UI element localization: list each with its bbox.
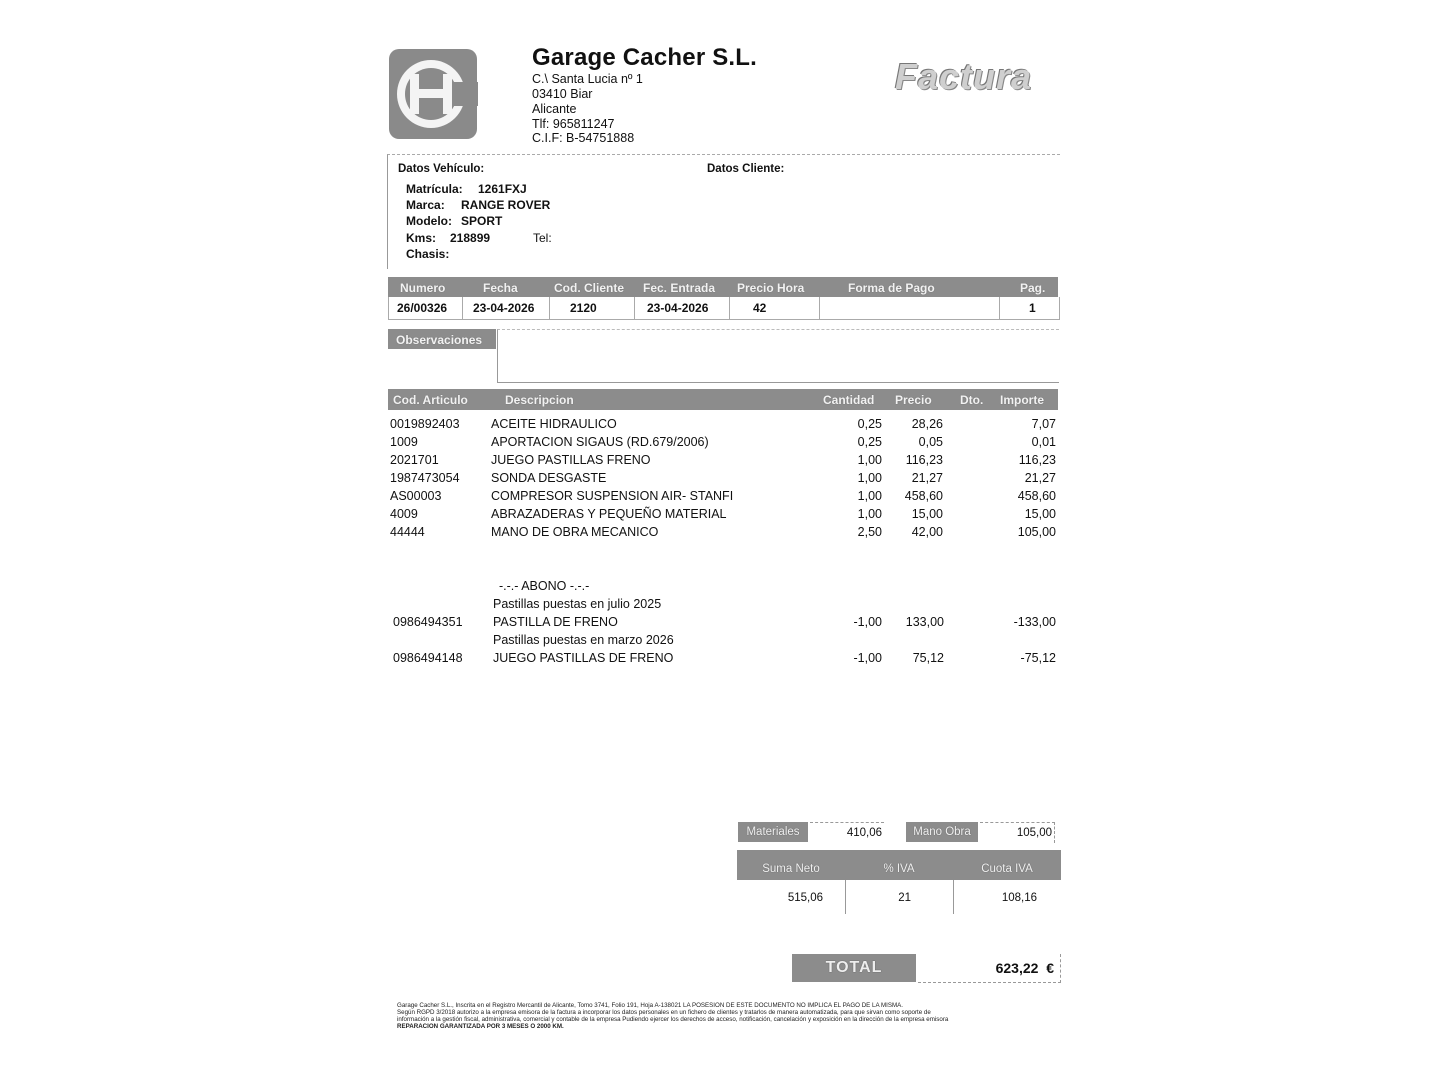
item-price: 0,05	[918, 435, 943, 449]
invoice-info-header	[388, 277, 1058, 297]
header-numero: Numero	[400, 281, 446, 295]
item-code: 44444	[390, 525, 425, 539]
net-sum-value: 515,06	[787, 892, 823, 904]
item-amount: 15,00	[1024, 507, 1056, 521]
item-desc: JUEGO PASTILLAS FRENO	[491, 453, 651, 467]
abono-note-row	[388, 633, 1058, 651]
item-qty: 1,00	[857, 453, 882, 467]
plate-value: 1261FXJ	[478, 182, 527, 196]
kms-value: 218899	[450, 231, 491, 245]
invoice-number: 26/00326	[397, 301, 448, 315]
item-price: 15,00	[911, 507, 943, 521]
item-qty: 1,00	[857, 471, 882, 485]
table-row	[388, 435, 1058, 453]
col-desc: Descripcion	[505, 393, 574, 407]
labor-value: 105,00	[980, 822, 1055, 843]
brand-label: Marca:	[406, 198, 445, 212]
item-price: 42,00	[911, 525, 943, 539]
item-code: 0986494351	[393, 615, 463, 629]
item-amount: 105,00	[1017, 525, 1056, 539]
invoice-date: 23-04-2026	[473, 301, 535, 315]
item-price: 75,12	[912, 651, 944, 665]
materials-label: Materiales	[738, 822, 808, 842]
item-desc: APORTACION SIGAUS (RD.679/2006)	[491, 435, 709, 449]
item-price: 133,00	[905, 615, 944, 629]
observations-label	[388, 329, 496, 349]
col-amount: Importe	[1000, 393, 1045, 407]
header-cod-cliente: Cod. Cliente	[554, 281, 625, 295]
labor-label: Mano Obra	[906, 822, 978, 842]
vat-amount-label: Cuota IVA	[981, 863, 1033, 875]
entry-date: 23-04-2026	[647, 301, 709, 315]
item-desc: SONDA DESGASTE	[491, 471, 607, 485]
item-code: 1009	[390, 435, 418, 449]
item-amount: 0,01	[1031, 435, 1056, 449]
item-qty: -1,00	[853, 651, 882, 665]
total-label: TOTAL	[792, 954, 916, 982]
footer-line: Garage Cacher S.L., Inscrita en el Registro Mercantil de Alicante, Tomo 3741, Folio 191, Hoja A-138021 LA POSESION DE ESTE DOCUMENTO NO IMPLICA EL PAGO DE LA MISMA.	[397, 1002, 903, 1009]
page-number: 1	[1029, 301, 1036, 315]
item-desc: ACEITE HIDRAULICO	[491, 417, 617, 431]
item-qty: 0,25	[857, 417, 882, 431]
client-section-title: Datos Cliente:	[707, 163, 785, 175]
vat-amount-value: 108,16	[1001, 892, 1037, 904]
footer-line: REPARACION GARANTIZADA POR 3 MESES O 2000 KM.	[397, 1023, 564, 1030]
abono-title-row	[388, 579, 1058, 597]
abono-note: Pastillas puestas en marzo 2026	[493, 633, 674, 647]
vat-percent-label: % IVA	[883, 863, 915, 875]
table-row	[388, 507, 1058, 525]
item-price: 21,27	[911, 471, 943, 485]
abono-title: -.-.- ABONO -.-.-	[499, 579, 590, 593]
item-qty: 2,50	[857, 525, 882, 539]
brand-value: RANGE ROVER	[461, 198, 551, 212]
vat-percent-value: 21	[898, 892, 911, 904]
item-desc: ABRAZADERAS Y PEQUEÑO MATERIAL	[491, 507, 727, 521]
table-row	[388, 525, 1058, 543]
observations-label-text: Observaciones	[396, 333, 483, 347]
col-dto: Dto.	[960, 393, 984, 407]
item-amount: -75,12	[1020, 651, 1056, 665]
total-value	[918, 954, 1061, 983]
header-pag: Pag.	[1020, 281, 1046, 295]
item-amount: 458,60	[1017, 489, 1056, 503]
item-code: 2021701	[390, 453, 439, 467]
item-amount: -133,00	[1013, 615, 1056, 629]
item-qty: 1,00	[857, 489, 882, 503]
item-amount: 116,23	[1018, 453, 1056, 467]
footer-line: información a la gestión fiscal, administrativa, comercial y contable de la empresa Pudiendo ejercer los derechos de acceso, notificación, cancelación y exposición en la dirección de la empresa emisora	[397, 1016, 949, 1023]
materials-value: 410,06	[810, 822, 884, 843]
company-logo	[388, 48, 478, 140]
footer-line: Según RGPD 3/2018 autorizo a la empresa emisora de la factura a incorporar los datos personales en un fichero de clientes y tratarlos de manera automatizada, para que sirvan como soporte de	[397, 1009, 931, 1016]
item-amount: 7,07	[1031, 417, 1056, 431]
client-code: 2120	[570, 301, 597, 315]
item-amount: 21,27	[1024, 471, 1056, 485]
table-row	[388, 651, 1058, 669]
item-code: AS00003	[390, 489, 442, 503]
company-city: Alicante	[532, 102, 577, 116]
table-row	[388, 615, 1058, 633]
hour-price: 42	[753, 301, 767, 315]
item-price: 116,23	[905, 453, 943, 467]
company-phone: Tlf: 965811247	[532, 117, 615, 131]
item-price: 28,26	[911, 417, 943, 431]
company-name: Garage Cacher S.L.	[532, 44, 758, 71]
item-qty: -1,00	[853, 615, 882, 629]
company-postcode: 03410 Biar	[532, 87, 593, 101]
vehicle-section-title: Datos Vehículo:	[398, 163, 485, 175]
col-price: Precio	[895, 393, 932, 407]
table-row	[388, 453, 1058, 471]
legal-footer	[397, 1002, 1097, 1030]
observations-box	[497, 329, 1059, 383]
item-desc: COMPRESOR SUSPENSION AIR- STANFI	[491, 489, 734, 503]
item-qty: 1,00	[857, 507, 882, 521]
item-code: 0986494148	[393, 651, 463, 665]
table-row	[388, 417, 1058, 435]
abono-note: Pastillas puestas en julio 2025	[493, 597, 662, 611]
item-desc: JUEGO PASTILLAS DE FRENO	[493, 651, 674, 665]
document-title: Factura	[895, 56, 1033, 97]
abono-note-row	[388, 597, 1058, 615]
kms-label: Kms:	[406, 231, 437, 245]
item-code: 0019892403	[390, 417, 460, 431]
invoice-info-values	[388, 297, 1060, 320]
item-code: 4009	[390, 507, 418, 521]
header-fec-entrada: Fec. Entrada	[643, 281, 716, 295]
item-price: 458,60	[904, 489, 943, 503]
col-qty: Cantidad	[823, 393, 875, 407]
company-cif: C.I.F: B-54751888	[532, 131, 635, 145]
plate-label: Matrícula:	[406, 182, 463, 196]
item-qty: 0,25	[857, 435, 882, 449]
table-row	[388, 489, 1058, 507]
net-sum-label: Suma Neto	[762, 863, 820, 875]
model-label: Modelo:	[406, 214, 452, 228]
tel-label: Tel:	[533, 231, 552, 245]
items-table-header	[388, 389, 1058, 410]
header-forma-pago: Forma de Pago	[848, 281, 935, 295]
chassis-label: Chasis:	[406, 247, 450, 261]
item-desc: MANO DE OBRA MECANICO	[491, 525, 659, 539]
model-value: SPORT	[461, 214, 503, 228]
item-code: 1987473054	[390, 471, 460, 485]
company-address: C.\ Santa Lucia nº 1	[532, 72, 643, 86]
col-code: Cod. Articulo	[393, 393, 468, 407]
total-amount: 623,22 €	[995, 960, 1054, 976]
table-row	[388, 471, 1058, 489]
item-desc: PASTILLA DE FRENO	[493, 615, 618, 629]
header-fecha: Fecha	[483, 281, 518, 295]
header-precio-hora: Precio Hora	[737, 281, 805, 295]
